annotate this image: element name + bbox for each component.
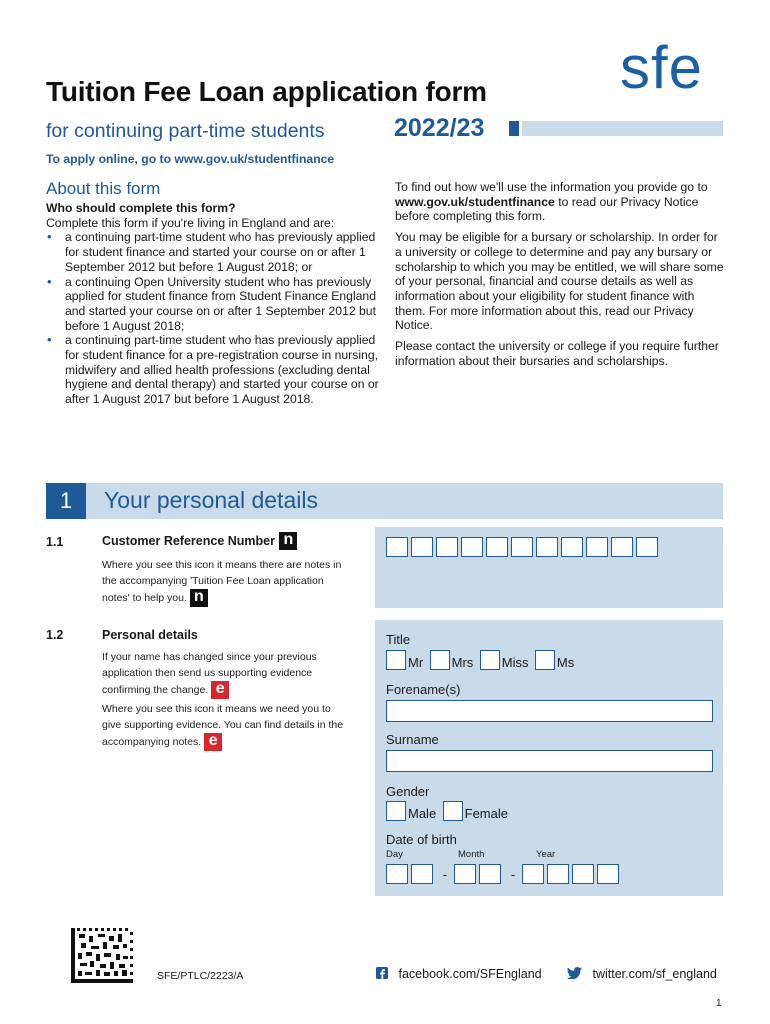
dob-year-box[interactable] xyxy=(522,864,544,884)
privacy-paragraph: To find out how we'll use the information you provide go to www.gov.uk/studentfinance to read our Privacy Notice before completing this form. xyxy=(395,180,708,224)
facebook-icon xyxy=(376,967,388,979)
eligibility-list xyxy=(46,230,381,406)
crn-input[interactable] xyxy=(386,537,661,562)
title-mrs-label: Mrs xyxy=(451,655,474,670)
forenames-label: Forename(s) xyxy=(386,682,461,697)
apply-online-link[interactable]: To apply online, go to www.gov.uk/studentfinance xyxy=(46,152,335,166)
facebook-link[interactable] xyxy=(376,967,542,981)
forenames-field[interactable] xyxy=(386,700,713,722)
dob-year-box[interactable] xyxy=(597,864,619,884)
crn-heading xyxy=(102,532,297,550)
crn-digit-box[interactable] xyxy=(561,537,583,557)
about-left-column xyxy=(46,201,381,407)
year-marker xyxy=(509,121,519,136)
about-question: Who should complete this form? xyxy=(46,201,236,215)
title-ms-label: Ms xyxy=(556,655,575,670)
title-ms-checkbox[interactable] xyxy=(535,650,555,670)
section-title: Your personal details xyxy=(104,487,318,513)
crn-title: Customer Reference Number xyxy=(102,534,275,549)
title-mr-checkbox[interactable] xyxy=(386,650,406,670)
dob-year-box[interactable] xyxy=(547,864,569,884)
twitter-label: twitter.com/sf_england xyxy=(592,967,717,981)
question-number-1-1: 1.1 xyxy=(46,535,64,549)
title-options xyxy=(386,650,576,670)
title-mr-label: Mr xyxy=(408,655,424,670)
dob-month-box[interactable] xyxy=(479,864,501,884)
about-right-column xyxy=(395,180,725,374)
barcode-icon xyxy=(71,928,133,983)
personal-details-title: Personal details xyxy=(102,628,198,642)
list-item: • a continuing Open University student who has previously applied for student finance from Student Finance England and started your course on or after 1 September 2012 but before 1 August 2018; xyxy=(46,275,381,334)
dob-year-label: Year xyxy=(536,849,556,860)
year-bar xyxy=(522,121,723,136)
dob-year-box[interactable] xyxy=(572,864,594,884)
page-number: 1 xyxy=(716,998,722,1009)
crn-digit-box[interactable] xyxy=(411,537,433,557)
title-label: Title xyxy=(386,632,411,647)
twitter-icon xyxy=(567,967,582,979)
title-miss-checkbox[interactable] xyxy=(480,650,500,670)
list-item: • a continuing part-time student who has previously applied for student finance for a pre-registration course in nursing, midwifery and allied health professions (excluding dental hygiene and dental therapy) and started your course on or after 1 August 2017 but before 1 August 2018. xyxy=(46,333,381,407)
academic-year: 2022/23 xyxy=(394,114,485,142)
section-number: 1 xyxy=(46,483,86,519)
title-miss-label: Miss xyxy=(501,655,529,670)
form-subtitle: for continuing part-time students xyxy=(46,120,325,142)
dob-month-box[interactable] xyxy=(454,864,476,884)
crn-panel xyxy=(375,527,723,608)
crn-digit-box[interactable] xyxy=(386,537,408,557)
crn-digit-box[interactable] xyxy=(436,537,458,557)
crn-digit-box[interactable] xyxy=(586,537,608,557)
gender-female-checkbox[interactable] xyxy=(443,801,463,821)
dob-label: Date of birth xyxy=(386,832,457,847)
crn-digit-box[interactable] xyxy=(636,537,658,557)
facebook-label: facebook.com/SFEngland xyxy=(398,967,542,981)
question-number-1-2: 1.2 xyxy=(46,628,64,642)
dob-input xyxy=(386,864,622,884)
gender-male-label: Male xyxy=(408,806,437,821)
dob-day-label: Day xyxy=(386,849,403,860)
personal-details-panel xyxy=(375,620,723,896)
evidence-icon: e xyxy=(211,681,229,699)
dob-separator: - xyxy=(442,866,448,882)
about-heading: About this form xyxy=(46,179,161,198)
list-item: • a continuing part-time student who has previously applied for student finance and started your course on or after 1 September 2012 but before 1 August 2018; or xyxy=(46,230,381,274)
gender-male-checkbox[interactable] xyxy=(386,801,406,821)
dob-day-box[interactable] xyxy=(411,864,433,884)
title-mrs-checkbox[interactable] xyxy=(430,650,450,670)
surname-label: Surname xyxy=(386,732,439,747)
sfe-logo: sfe xyxy=(620,34,704,101)
dob-day-box[interactable] xyxy=(386,864,408,884)
gender-options xyxy=(386,801,510,821)
crn-digit-box[interactable] xyxy=(536,537,558,557)
notes-icon: n xyxy=(190,589,208,607)
twitter-link[interactable] xyxy=(567,967,717,981)
contact-paragraph: Please contact the university or college if you require further information about their bursaries and scholarships. xyxy=(395,339,719,368)
crn-digit-box[interactable] xyxy=(486,537,508,557)
crn-digit-box[interactable] xyxy=(611,537,633,557)
gender-female-label: Female xyxy=(464,806,508,821)
form-title: Tuition Fee Loan application form xyxy=(46,76,487,107)
dob-month-label: Month xyxy=(458,849,485,860)
crn-digit-box[interactable] xyxy=(511,537,533,557)
crn-note: Where you see this icon it means there are notes in the accompanying 'Tuition Fee Loan application notes' to help you. n xyxy=(102,559,342,605)
surname-field[interactable] xyxy=(386,750,713,772)
gender-label: Gender xyxy=(386,784,430,799)
about-intro: Complete this form if you're living in England and are: xyxy=(46,215,335,230)
evidence-note: Where you see this icon it means we need you to give supporting evidence. You can find details in the accompanying notes. e xyxy=(102,703,344,749)
crn-digit-box[interactable] xyxy=(461,537,483,557)
form-code: SFE/PTLC/2223/A xyxy=(157,970,244,982)
evidence-icon: e xyxy=(204,733,222,751)
name-change-note: If your name has changed since your previous application then send us supporting evidence confirming the change. e xyxy=(102,651,317,697)
bursary-paragraph: You may be eligible for a bursary or scholarship. In order for a university or college to determine and pay any bursary or scholarship to which you may be entitled, we will share some of your personal, financial and course details as well as information about your eligibility for student finance with them. For more information about this, read our Privacy Notice. xyxy=(395,230,724,333)
notes-icon: n xyxy=(279,532,297,550)
dob-separator: - xyxy=(510,866,516,882)
privacy-link[interactable]: www.gov.uk/studentfinance xyxy=(395,194,555,209)
